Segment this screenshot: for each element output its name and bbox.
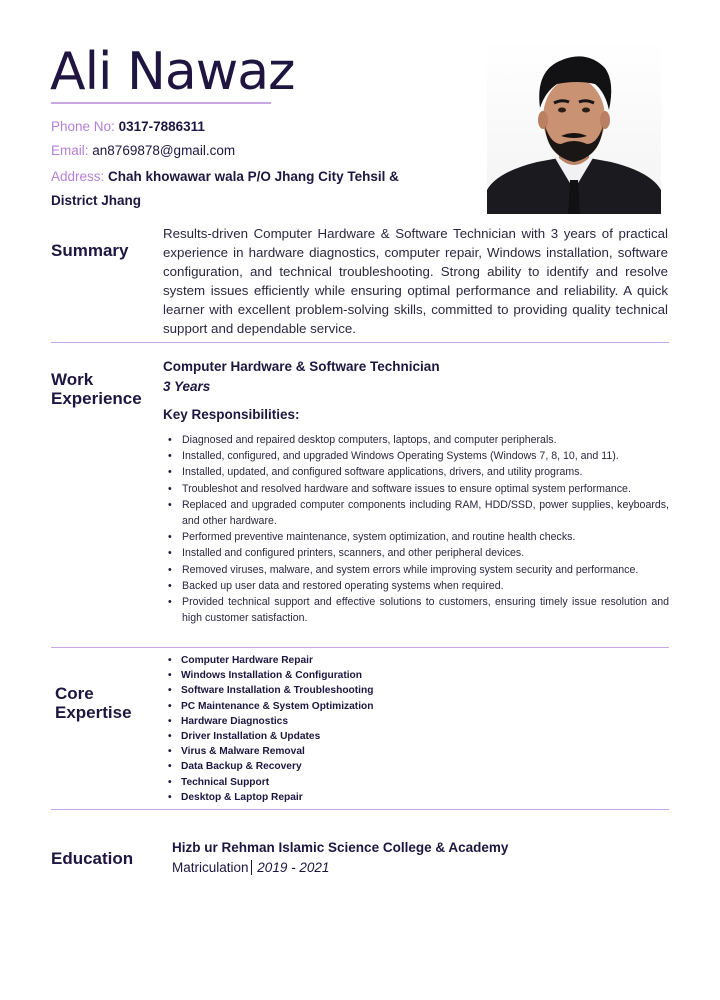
contact-email xyxy=(51,142,235,160)
list-item: • Backed up user data and restored operating systems when required. xyxy=(163,578,669,594)
list-item: • Desktop & Laptop Repair xyxy=(163,790,463,805)
address-value: Chah khowawar wala P/O Jhang City Tehsil & District Jhang xyxy=(51,169,399,208)
responsibilities-heading: Key Responsibilities: xyxy=(163,407,300,422)
list-item: • Technical Support xyxy=(163,775,463,790)
email-value: an8769878@gmail.com xyxy=(92,143,236,158)
list-item: • Driver Installation & Updates xyxy=(163,729,463,744)
education-degree: Matriculation xyxy=(172,860,249,875)
list-item: • Provided technical support and effective solutions to customers, ensuring timely issue resolution and high customer satisfaction. xyxy=(163,594,669,626)
list-item: • PC Maintenance & System Optimization xyxy=(163,699,463,714)
list-item: • Installed and configured printers, scanners, and other peripheral devices. xyxy=(163,545,669,561)
contact-address xyxy=(51,165,431,213)
address-label: Address: xyxy=(51,169,105,184)
job-duration: 3 Years xyxy=(163,379,211,394)
job-title: Computer Hardware & Software Technician xyxy=(163,359,440,374)
summary-heading: Summary xyxy=(51,241,129,260)
separator xyxy=(251,860,252,875)
section-divider xyxy=(51,342,669,343)
list-item: • Hardware Diagnostics xyxy=(163,714,463,729)
education-school: Hizb ur Rehman Islamic Science College & Academy xyxy=(172,840,509,855)
list-item: • Replaced and upgraded computer components including RAM, HDD/SSD, power supplies, keyboards, and other hardware. xyxy=(163,497,669,529)
education-heading: Education xyxy=(51,849,134,868)
education-details xyxy=(172,860,329,875)
work-heading-line2: Experience xyxy=(51,389,142,408)
list-item: • Software Installation & Troubleshooting xyxy=(163,683,463,698)
portrait-icon xyxy=(487,40,661,214)
list-item: • Data Backup & Recovery xyxy=(163,759,463,774)
expertise-heading xyxy=(55,684,132,722)
expertise-heading-line1: Core xyxy=(55,684,94,703)
section-divider xyxy=(51,809,669,810)
name-underline xyxy=(51,102,271,104)
candidate-name: Ali Nawaz xyxy=(50,42,295,102)
list-item: • Troubleshot and resolved hardware and software issues to ensure optimal system performance. xyxy=(163,481,669,497)
phone-value: 0317-7886311 xyxy=(118,119,205,134)
profile-photo xyxy=(487,40,661,214)
responsibilities-list xyxy=(163,432,669,626)
email-label: Email: xyxy=(51,143,89,158)
list-item: • Performed preventive maintenance, system optimization, and routine health checks. xyxy=(163,529,669,545)
work-heading xyxy=(51,370,142,408)
section-divider xyxy=(51,647,669,648)
list-item: • Removed viruses, malware, and system errors while improving system security and performance. xyxy=(163,562,669,578)
contact-phone xyxy=(51,118,205,136)
list-item: • Computer Hardware Repair xyxy=(163,653,463,668)
expertise-heading-line2: Expertise xyxy=(55,703,132,722)
expertise-list xyxy=(163,653,463,805)
phone-label: Phone No: xyxy=(51,119,115,134)
education-years: 2019 - 2021 xyxy=(257,860,330,875)
list-item: • Windows Installation & Configuration xyxy=(163,668,463,683)
list-item: • Virus & Malware Removal xyxy=(163,744,463,759)
list-item: • Diagnosed and repaired desktop computers, laptops, and computer peripherals. xyxy=(163,432,669,448)
list-item: • Installed, updated, and configured software applications, drivers, and utility programs. xyxy=(163,464,669,480)
work-heading-line1: Work xyxy=(51,370,94,389)
list-item: • Installed, configured, and upgraded Windows Operating Systems (Windows 7, 8, 10, and 11). xyxy=(163,448,669,464)
summary-text: Results-driven Computer Hardware & Software Technician with 3 years of practical experience in hardware diagnostics, computer repair, Windows installation, software configuration, and technical troubleshooting. Strong ability to identify and resolve system issues efficiently while ensuring optimal performance and reliability. A quick learner with excellent problem-solving skills, committed to providing quality technical support and dependable service. xyxy=(163,226,668,336)
